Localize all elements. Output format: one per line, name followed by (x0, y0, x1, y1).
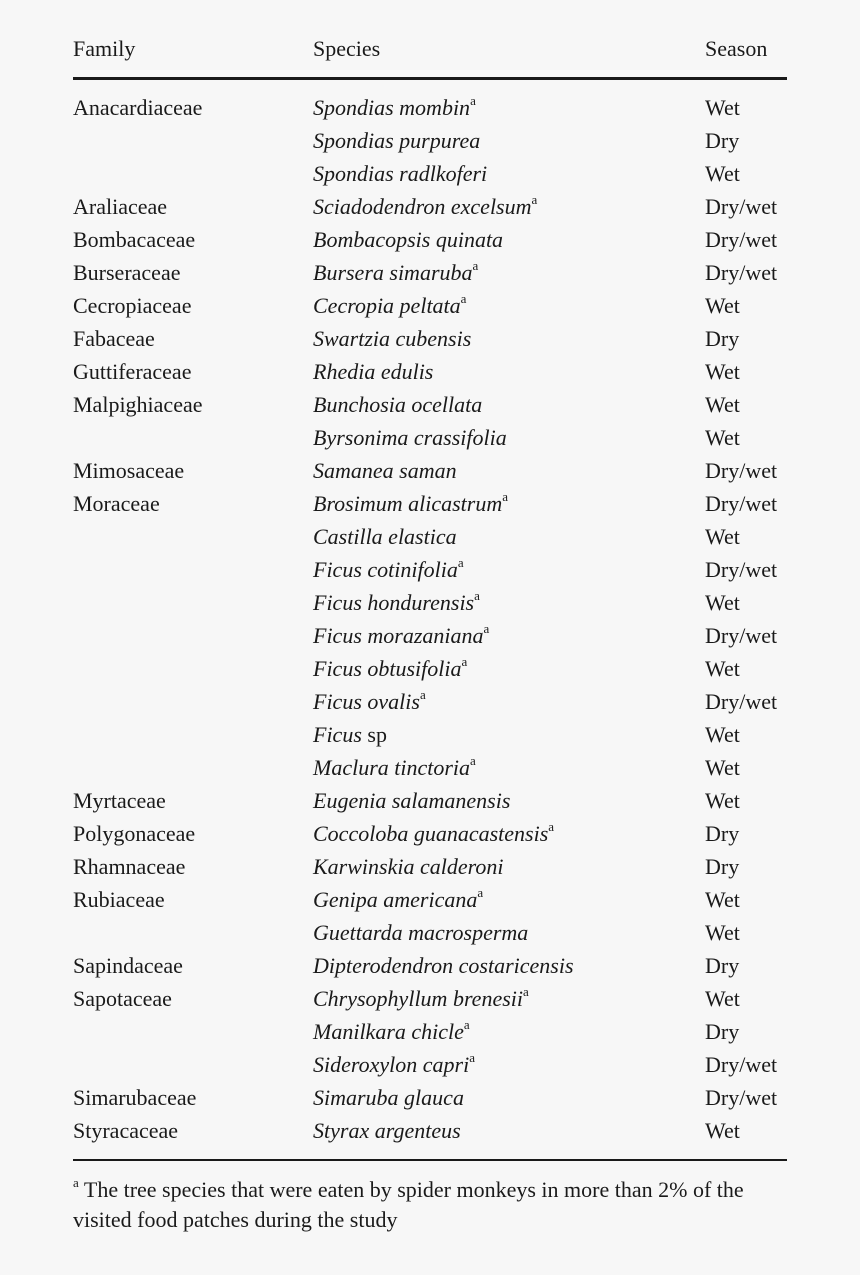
family-cell: Bombacaceae (73, 227, 196, 252)
species-name: Simaruba glauca (313, 1085, 464, 1110)
species-cell (313, 652, 467, 685)
season-cell: Dry (705, 854, 740, 879)
season-cell: Wet (705, 788, 740, 813)
species-name: Genipa americana (313, 887, 478, 912)
season-cell: Dry/wet (705, 227, 778, 252)
season-cell: Dry (705, 326, 740, 351)
season-cell: Wet (705, 590, 740, 615)
season-cell: Wet (705, 755, 740, 780)
species-cell (313, 718, 387, 751)
season-cell: Dry/wet (705, 623, 778, 648)
species-cell (313, 685, 426, 718)
table-row (73, 322, 787, 355)
species-cell (313, 91, 476, 124)
table-row (73, 751, 787, 784)
species-name: Swartzia cubensis (313, 326, 472, 351)
table-row (73, 91, 787, 124)
table-row (73, 685, 787, 718)
footnote-marker: a (477, 884, 484, 900)
table-row (73, 190, 787, 223)
header-season: Season (705, 36, 768, 61)
species-name: Karwinskia calderoni (313, 854, 504, 879)
table-row (73, 256, 787, 289)
season-cell: Wet (705, 161, 740, 186)
species-name: Byrsonima crassifolia (313, 425, 507, 450)
table-row (73, 454, 787, 487)
species-cell (313, 487, 508, 520)
table-row (73, 850, 787, 883)
header-family: Family (73, 36, 136, 61)
family-cell: Polygonaceae (73, 821, 196, 846)
species-name: Spondias mombin (313, 95, 471, 120)
season-cell: Wet (705, 293, 740, 318)
season-cell: Dry (705, 128, 740, 153)
species-name: Cecropia peltata (313, 293, 461, 318)
season-cell: Dry/wet (705, 1052, 778, 1077)
season-cell: Dry (705, 821, 740, 846)
table-row (73, 883, 787, 916)
table-header (73, 33, 787, 65)
season-cell: Wet (705, 359, 740, 384)
species-name: Coccoloba guanacastensis (313, 821, 549, 846)
species-name: Chrysophyllum brenesii (313, 986, 523, 1011)
species-cell (313, 949, 574, 982)
table-row (73, 1015, 787, 1048)
table-row (73, 1048, 787, 1081)
species-cell (313, 751, 476, 784)
family-cell: Fabaceae (73, 326, 155, 351)
species-name: Rhedia edulis (313, 359, 434, 384)
species-name: Castilla elastica (313, 524, 457, 549)
table-row (73, 949, 787, 982)
species-name: Spondias radlkoferi (313, 161, 488, 186)
season-cell: Dry/wet (705, 458, 778, 483)
species-name: Ficus (313, 722, 362, 747)
footnote-marker: a (483, 620, 490, 636)
season-cell: Wet (705, 392, 740, 417)
family-cell: Rhamnaceae (73, 854, 186, 879)
table-row (73, 784, 787, 817)
species-cell (313, 1015, 470, 1048)
table-row (73, 223, 787, 256)
family-cell: Sapotaceae (73, 986, 172, 1011)
family-cell: Malpighiaceae (73, 392, 203, 417)
species-cell (313, 1048, 475, 1081)
season-cell: Dry/wet (705, 689, 778, 714)
season-cell: Wet (705, 524, 740, 549)
table-row (73, 124, 787, 157)
species-name: Guettarda macrosperma (313, 920, 529, 945)
species-name: Maclura tinctoria (313, 755, 471, 780)
species-name: Ficus obtusifolia (313, 656, 462, 681)
season-cell: Dry/wet (705, 491, 778, 516)
family-cell: Myrtaceae (73, 788, 166, 813)
family-cell: Moraceae (73, 491, 160, 516)
species-cell (313, 454, 457, 487)
species-cell (313, 223, 503, 256)
species-cell (313, 421, 507, 454)
footnote-marker: a (457, 554, 464, 570)
species-cell (313, 157, 487, 190)
season-cell: Dry (705, 1019, 740, 1044)
footnote-marker: a (470, 752, 476, 768)
season-cell: Wet (705, 425, 740, 450)
species-cell (313, 916, 528, 949)
species-name: Manilkara chicle (313, 1019, 464, 1044)
species-suffix: sp (361, 722, 387, 747)
footnote-marker: a (470, 92, 476, 108)
family-cell: Anacardiaceae (73, 95, 203, 120)
bottom-rule (73, 1159, 787, 1161)
season-cell: Wet (705, 656, 740, 681)
table-row (73, 355, 787, 388)
table-row (73, 916, 787, 949)
species-cell (313, 553, 464, 586)
footnote-text: The tree species that were eaten by spider monkeys in more than 2% of the visited food patches during the study (73, 1177, 744, 1232)
season-cell: Dry (705, 953, 740, 978)
table-row (73, 817, 787, 850)
footnote-marker: a (531, 191, 538, 207)
season-cell: Wet (705, 887, 740, 912)
species-cell (313, 256, 478, 289)
species-name: Styrax argenteus (313, 1118, 461, 1143)
footnote-marker: a (419, 686, 426, 702)
table-row (73, 553, 787, 586)
header-species: Species (313, 36, 381, 61)
family-cell: Cecropiaceae (73, 293, 192, 318)
species-cell (313, 784, 510, 817)
species-name: Ficus cotinifolia (313, 557, 458, 582)
species-name: Bunchosia ocellata (313, 392, 483, 417)
header-rule (73, 77, 787, 80)
family-cell: Styracaceae (73, 1118, 179, 1143)
species-name: Brosimum alicastrum (313, 491, 503, 516)
species-cell (313, 619, 489, 652)
table-row (73, 388, 787, 421)
family-cell: Guttiferaceae (73, 359, 192, 384)
species-cell (313, 982, 529, 1015)
species-name: Sciadodendron excelsum (313, 194, 532, 219)
species-name: Ficus ovalis (313, 689, 420, 714)
family-cell: Sapindaceae (73, 953, 183, 978)
table-row (73, 619, 787, 652)
species-cell (313, 520, 457, 553)
species-name: Ficus morazaniana (313, 623, 484, 648)
species-cell (313, 1114, 461, 1147)
species-name: Bursera simaruba (313, 260, 473, 285)
season-cell: Wet (705, 1118, 740, 1143)
table-row (73, 1081, 787, 1114)
footnote-marker: a (463, 1016, 470, 1032)
family-cell: Simarubaceae (73, 1085, 197, 1110)
table-row (73, 157, 787, 190)
table-row (73, 652, 787, 685)
footnote-marker: a (469, 1049, 475, 1065)
table-row (73, 982, 787, 1015)
season-cell: Wet (705, 920, 740, 945)
season-cell: Wet (705, 95, 740, 120)
species-name: Spondias purpurea (313, 128, 481, 153)
species-name: Ficus hondurensis (313, 590, 475, 615)
season-cell: Dry/wet (705, 194, 778, 219)
footnote-marker: a (460, 290, 467, 306)
species-name: Eugenia salamanensis (313, 788, 511, 813)
season-cell: Dry/wet (705, 557, 778, 582)
footnote-marker: a (472, 257, 479, 273)
species-cell (313, 289, 466, 322)
family-cell: Burseraceae (73, 260, 181, 285)
table-row (73, 586, 787, 619)
species-cell (313, 1081, 464, 1114)
table-row (73, 1114, 787, 1147)
species-cell (313, 883, 483, 916)
species-cell (313, 190, 537, 223)
footnote-marker: a (461, 653, 468, 669)
species-cell (313, 817, 554, 850)
species-cell (313, 850, 503, 883)
footnote-marker: a (548, 818, 555, 834)
footnote-mark: a (73, 1174, 79, 1190)
species-name: Bombacopsis quinata (313, 227, 504, 252)
table-row (73, 421, 787, 454)
species-name: Samanea saman (313, 458, 457, 483)
species-cell (313, 586, 480, 619)
footnote-marker: a (523, 983, 529, 999)
season-cell: Wet (705, 986, 740, 1011)
species-table (73, 33, 787, 1235)
table-row (73, 487, 787, 520)
species-name: Sideroxylon capri (313, 1052, 470, 1077)
table-row (73, 520, 787, 553)
species-cell (313, 322, 471, 355)
species-cell (313, 388, 482, 421)
season-cell: Dry/wet (705, 260, 778, 285)
season-cell: Dry/wet (705, 1085, 778, 1110)
species-name: Dipterodendron costaricensis (313, 953, 574, 978)
season-cell: Wet (705, 722, 740, 747)
species-cell (313, 124, 480, 157)
table-footnote (73, 1175, 787, 1235)
family-cell: Araliaceae (73, 194, 168, 219)
footnote-marker: a (502, 488, 509, 504)
family-cell: Rubiaceae (73, 887, 165, 912)
species-cell (313, 355, 433, 388)
family-cell: Mimosaceae (73, 458, 185, 483)
table-row (73, 718, 787, 751)
table-body (73, 91, 787, 1147)
table-row (73, 289, 787, 322)
footnote-marker: a (474, 587, 480, 603)
